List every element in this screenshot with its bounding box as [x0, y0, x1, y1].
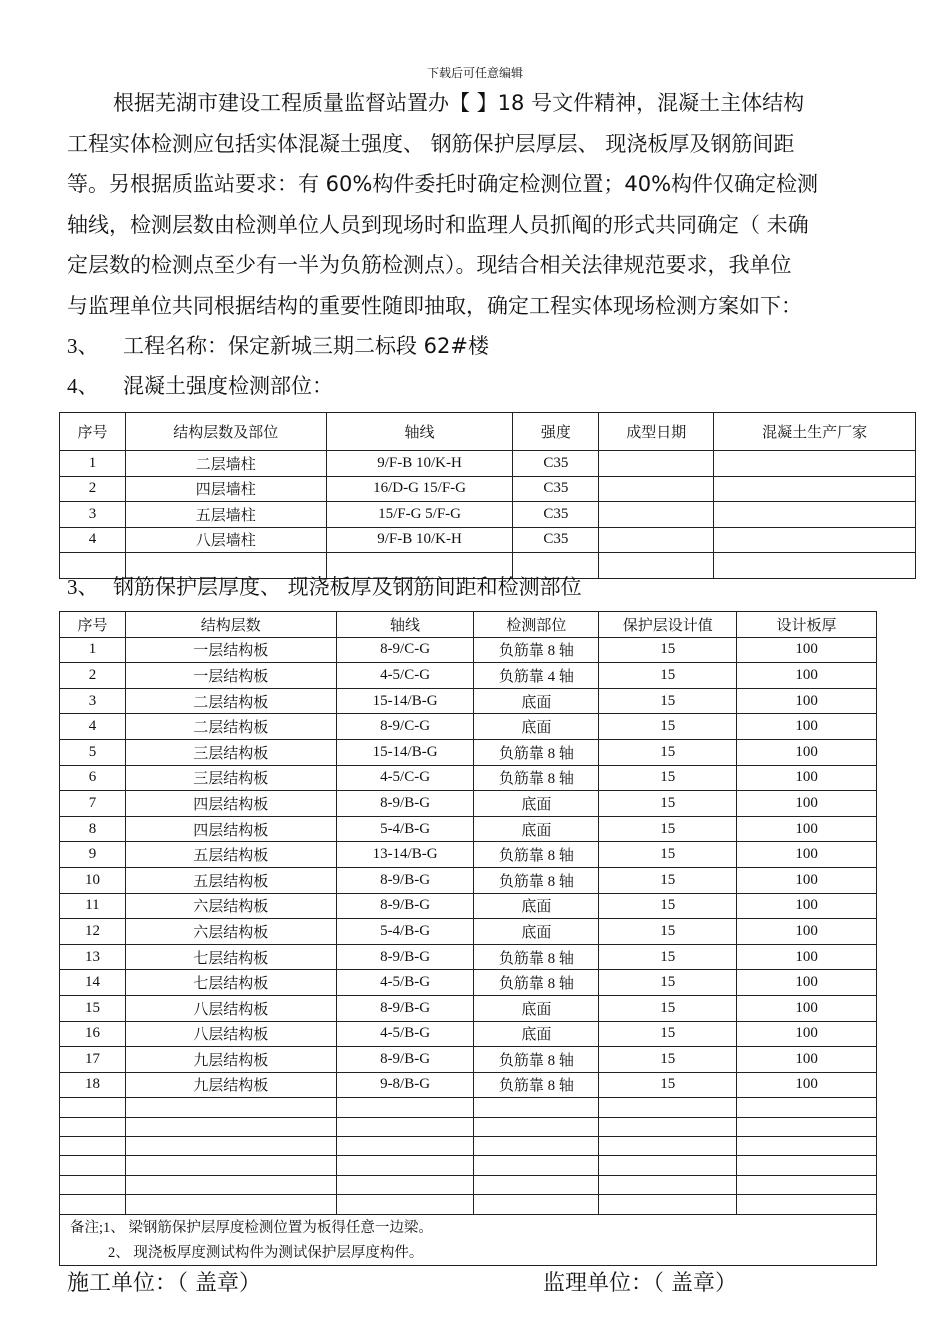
table-cell: 15 [599, 739, 737, 765]
table-cell: 100 [737, 944, 877, 970]
table-row [60, 791, 877, 817]
table-cell: 负筋靠 8 轴 [474, 944, 599, 970]
table-cell: 五层墙柱 [125, 502, 326, 528]
table-cell [714, 527, 916, 553]
table-cell: 四层结构板 [125, 816, 336, 842]
table-cell: 17 [60, 1047, 126, 1073]
table-cell: 15 [599, 663, 737, 689]
table-cell: 15 [599, 1047, 737, 1073]
table-cell: 二层墙柱 [125, 451, 326, 477]
table-cell: 100 [737, 919, 877, 945]
table-cell: 15 [599, 944, 737, 970]
table-cell: 15-14/B-G [336, 739, 474, 765]
table-cell: 14 [60, 970, 126, 996]
table-cell: 七层结构板 [125, 970, 336, 996]
notes-row [60, 1239, 877, 1266]
table-cell: 16 [60, 1021, 126, 1047]
supervision-unit-seal: 监理单位：（ 盖章） [543, 1271, 737, 1296]
section-number: 4、 [67, 374, 99, 398]
table-cell: 四层墙柱 [125, 476, 326, 502]
table-cell: 8-9/B-G [336, 893, 474, 919]
table-cell: 18 [60, 1072, 126, 1098]
rebar-cover-heading [67, 571, 582, 601]
construction-unit-seal: 施工单位：（ 盖章） [67, 1271, 261, 1296]
table-cell: 负筋靠 8 轴 [474, 842, 599, 868]
table-cell: 15-14/B-G [336, 688, 474, 714]
table-cell [599, 451, 714, 477]
intro-line: 轴线，检测层数由检测单位人员到现场时和监理人员抓阄的形式共同确定（ 未确 [67, 212, 809, 237]
table-cell: 二层结构板 [125, 688, 336, 714]
table-cell: 底面 [474, 688, 599, 714]
table-cell: 负筋靠 8 轴 [474, 637, 599, 663]
table-row [60, 944, 877, 970]
table-row [60, 970, 877, 996]
table-cell: 15/F-G 5/F-G [326, 502, 513, 528]
table-cell: 15 [599, 970, 737, 996]
table-cell: 三层结构板 [125, 739, 336, 765]
section-text: 工程名称：保定新城三期二标段 62#楼 [123, 334, 489, 358]
table-cell [599, 476, 714, 502]
table-cell: 15 [599, 816, 737, 842]
rebar-cover-table [59, 611, 877, 1266]
table-cell: 9-8/B-G [336, 1072, 474, 1098]
table-cell: 2 [60, 476, 126, 502]
table-cell: 3 [60, 502, 126, 528]
column-header: 成型日期 [599, 413, 714, 451]
column-header: 结构层数 [125, 612, 336, 638]
table-cell: 2 [60, 663, 126, 689]
table-cell: 4-5/C-G [336, 663, 474, 689]
table-row [60, 1117, 877, 1136]
table-cell: 15 [599, 791, 737, 817]
table-cell: 一层结构板 [125, 663, 336, 689]
table-row [60, 1195, 877, 1214]
table-cell: 100 [737, 893, 877, 919]
column-header: 混凝土生产厂家 [714, 413, 916, 451]
table-cell: 15 [599, 688, 737, 714]
table-cell: 100 [737, 663, 877, 689]
table-row [60, 1021, 877, 1047]
table-row [60, 502, 916, 528]
table-cell: 13-14/B-G [336, 842, 474, 868]
table-cell: 五层结构板 [125, 842, 336, 868]
table-cell: 负筋靠 8 轴 [474, 739, 599, 765]
table-cell: 5-4/B-G [336, 816, 474, 842]
section-text: 钢筋保护层厚度、 现浇板厚及钢筋间距和检测部位 [113, 575, 582, 599]
table-row [60, 1156, 877, 1175]
table-cell: 100 [737, 867, 877, 893]
table-cell: 9 [60, 842, 126, 868]
table-cell: 100 [737, 765, 877, 791]
table-cell: 15 [60, 995, 126, 1021]
table-cell: 六层结构板 [125, 919, 336, 945]
table-row [60, 1137, 877, 1156]
column-header: 轴线 [326, 413, 513, 451]
note-line: 2、 现浇板厚度测试构件为测试保护层厚度构件。 [60, 1239, 877, 1266]
table-cell [599, 502, 714, 528]
table-row [60, 919, 877, 945]
table-cell: 负筋靠 8 轴 [474, 1047, 599, 1073]
table-cell: 底面 [474, 893, 599, 919]
table-cell: 8-9/B-G [336, 791, 474, 817]
note-line: 备注;1、 梁钢筋保护层厚度检测位置为板得任意一边梁。 [60, 1214, 877, 1239]
table-cell: 8-9/B-G [336, 944, 474, 970]
table-cell [599, 553, 714, 579]
table-row [60, 816, 877, 842]
table-cell: 一层结构板 [125, 637, 336, 663]
table-cell [714, 476, 916, 502]
table-cell: 100 [737, 714, 877, 740]
column-header: 设计板厚 [737, 612, 877, 638]
table-cell: 7 [60, 791, 126, 817]
table-cell: 10 [60, 867, 126, 893]
table-cell: 底面 [474, 816, 599, 842]
table-row [60, 663, 877, 689]
table-cell: 八层结构板 [125, 995, 336, 1021]
table-cell: 8-9/C-G [336, 714, 474, 740]
table-cell: 九层结构板 [125, 1047, 336, 1073]
intro-line: 工程实体检测应包括实体混凝土强度、 钢筋保护层厚层、 现浇板厚及钢筋间距 [67, 131, 795, 156]
table-cell: 底面 [474, 1021, 599, 1047]
table-row [60, 995, 877, 1021]
table-cell: 16/D-G 15/F-G [326, 476, 513, 502]
table-cell: 100 [737, 995, 877, 1021]
table-cell: 9/F-B 10/K-H [326, 451, 513, 477]
table-cell: 3 [60, 688, 126, 714]
table-cell: 100 [737, 637, 877, 663]
table-row [60, 451, 916, 477]
column-header: 序号 [60, 413, 126, 451]
page-header: 下载后可任意编辑 [426, 66, 523, 80]
table-cell: 5-4/B-G [336, 919, 474, 945]
table-cell: 二层结构板 [125, 714, 336, 740]
table-cell [714, 502, 916, 528]
table-cell: 4 [60, 527, 126, 553]
table-cell: 九层结构板 [125, 1072, 336, 1098]
intro-paragraph [67, 83, 885, 326]
table-cell: 100 [737, 1021, 877, 1047]
table-cell: 底面 [474, 995, 599, 1021]
table-cell: 15 [599, 893, 737, 919]
table-row [60, 765, 877, 791]
table-cell: 八层墙柱 [125, 527, 326, 553]
table-header-row [60, 612, 877, 638]
table-cell: 四层结构板 [125, 791, 336, 817]
table-row [60, 867, 877, 893]
column-header: 结构层数及部位 [125, 413, 326, 451]
section-number: 3、 [67, 575, 99, 599]
table-cell: 8 [60, 816, 126, 842]
table-cell: 12 [60, 919, 126, 945]
table-cell: 八层结构板 [125, 1021, 336, 1047]
table-cell: 15 [599, 867, 737, 893]
table-cell: 13 [60, 944, 126, 970]
column-header: 序号 [60, 612, 126, 638]
concrete-strength-table [59, 412, 916, 579]
table-cell: 底面 [474, 714, 599, 740]
table-cell: 五层结构板 [125, 867, 336, 893]
table-cell: 负筋靠 8 轴 [474, 867, 599, 893]
table-cell [599, 527, 714, 553]
table-cell: 1 [60, 637, 126, 663]
table-cell: 负筋靠 8 轴 [474, 1072, 599, 1098]
table-cell: 5 [60, 739, 126, 765]
table-cell: 三层结构板 [125, 765, 336, 791]
table-cell: C35 [513, 502, 599, 528]
notes-row [60, 1214, 877, 1239]
table-cell: 8-9/B-G [336, 1047, 474, 1073]
table-cell: 4-5/B-G [336, 1021, 474, 1047]
table-cell [714, 451, 916, 477]
table-cell: 100 [737, 970, 877, 996]
table-cell: 100 [737, 816, 877, 842]
table-cell: 100 [737, 1047, 877, 1073]
table-cell: 8-9/B-G [336, 995, 474, 1021]
table-cell [714, 553, 916, 579]
table-cell: 底面 [474, 919, 599, 945]
column-header: 保护层设计值 [599, 612, 737, 638]
table-row [60, 1175, 877, 1194]
section-text: 混凝土强度检测部位： [123, 374, 333, 398]
intro-line: 定层数的检测点至少有一半为负筋检测点）。现结合相关法律规范要求，我单位 [67, 253, 792, 277]
table-cell: 底面 [474, 791, 599, 817]
column-header: 强度 [513, 413, 599, 451]
table-cell: 8-9/B-G [336, 867, 474, 893]
column-header: 检测部位 [474, 612, 599, 638]
table-cell: 4 [60, 714, 126, 740]
table-cell: 4-5/C-G [336, 765, 474, 791]
project-name-heading [67, 330, 489, 360]
section-number: 3、 [67, 334, 99, 358]
table-cell: 负筋靠 8 轴 [474, 970, 599, 996]
table-row [60, 637, 877, 663]
table-cell: 七层结构板 [125, 944, 336, 970]
intro-line: 与监理单位共同根据结构的重要性随即抽取，确定工程实体现场检测方案如下： [67, 293, 802, 318]
table-cell: 100 [737, 688, 877, 714]
table-cell: 15 [599, 995, 737, 1021]
intro-line: 等。另根据质监站要求：有 60%构件委托时确定检测位置；40%构件仅确定检测 [67, 172, 819, 196]
table-cell: 15 [599, 637, 737, 663]
table-cell: 8-9/C-G [336, 637, 474, 663]
table-cell: C35 [513, 476, 599, 502]
intro-line: 根据芜湖市建设工程质量监督站置办【 】18 号文件精神，混凝土主体结构 [113, 91, 805, 115]
table-row [60, 1098, 877, 1117]
table-row [60, 476, 916, 502]
table-cell: 1 [60, 451, 126, 477]
table-cell: 六层结构板 [125, 893, 336, 919]
table-row [60, 714, 877, 740]
table-cell: 15 [599, 714, 737, 740]
table-cell: 负筋靠 4 轴 [474, 663, 599, 689]
table-row [60, 527, 916, 553]
table-cell: 负筋靠 8 轴 [474, 765, 599, 791]
table-row [60, 1047, 877, 1073]
concrete-strength-heading [67, 370, 333, 400]
table-cell: 100 [737, 842, 877, 868]
table-cell: C35 [513, 527, 599, 553]
table-cell: 15 [599, 919, 737, 945]
table-cell: 100 [737, 1072, 877, 1098]
table-row [60, 893, 877, 919]
table-row [60, 842, 877, 868]
table-row [60, 1072, 877, 1098]
table-cell: 4-5/B-G [336, 970, 474, 996]
table-header-row [60, 413, 916, 451]
column-header: 轴线 [336, 612, 474, 638]
table-row [60, 739, 877, 765]
table-cell: 11 [60, 893, 126, 919]
table-cell: 9/F-B 10/K-H [326, 527, 513, 553]
table-cell: 15 [599, 1021, 737, 1047]
table-cell: 6 [60, 765, 126, 791]
table-cell: 15 [599, 1072, 737, 1098]
table-cell: 15 [599, 842, 737, 868]
table-cell: 15 [599, 765, 737, 791]
table-cell: 100 [737, 739, 877, 765]
table-cell: 100 [737, 791, 877, 817]
table-cell: C35 [513, 451, 599, 477]
table-row [60, 688, 877, 714]
